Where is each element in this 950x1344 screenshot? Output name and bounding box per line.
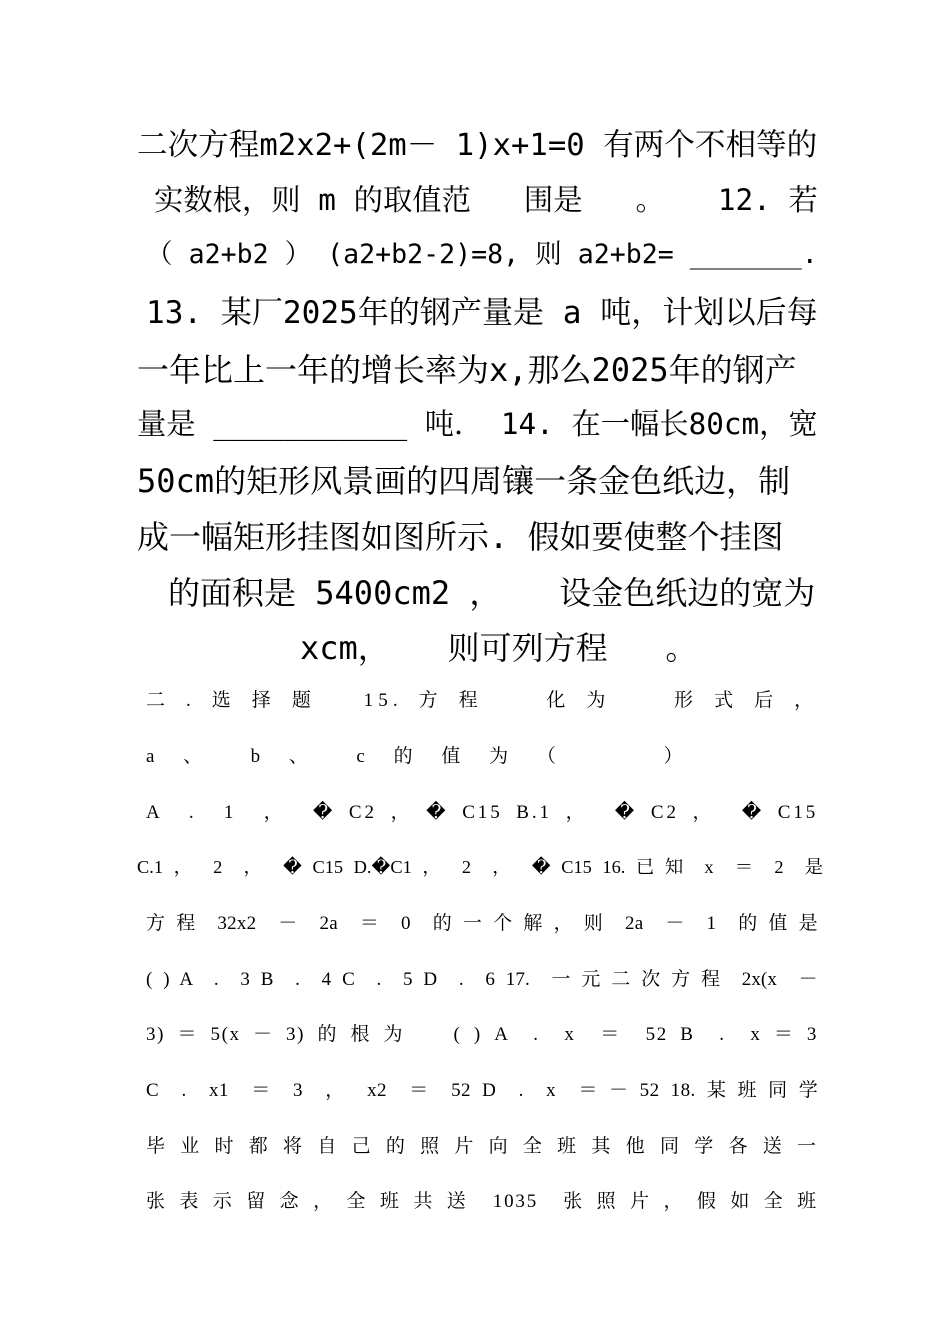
text-line: ( ) A . 3 B . 4 C . 5 D . 6 17. 一 元 二 次 方 程 2x(x － bbox=[146, 969, 818, 990]
text-line: A . 1 ， � C2 ， � C15 B.1 ， � C2 ， � C15 bbox=[146, 802, 819, 823]
text-line: （ a2+b2 ） (a2+b2-2)=8, 则 a2+b2= _______. bbox=[146, 239, 818, 270]
text-line: 二 . 选 择 题 15. 方 程 化 为 形 式 后 ， bbox=[146, 690, 819, 711]
text-line: 成一幅矩形挂图如图所示. 假如要使整个挂图 bbox=[137, 518, 784, 556]
text-line: xcm， 则可列方程 。 bbox=[300, 629, 698, 667]
text-line: 的面积是 5400cm2 ， 设金色纸边的宽为 bbox=[168, 574, 816, 612]
text-line: 二次方程m2x2+(2m－ 1)x+1=0 有两个不相等的 bbox=[137, 128, 818, 163]
text-line: 张 表 示 留 念 ， 全 班 共 送 1035 张 照 片 ， 假 如 全 班 bbox=[146, 1191, 819, 1212]
text-line: a 、 b 、 c 的 值 为 （ ） bbox=[146, 746, 692, 767]
text-line: 3) ＝ 5(x － 3) 的 根 为 ( ) A . x ＝ 52 B . x ＝ 3 bbox=[146, 1024, 818, 1045]
text-line: C . x1 ＝ 3 ， x2 ＝ 52 D . x ＝ － 52 18. 某 班 同 学 bbox=[146, 1080, 819, 1101]
text-line: 一年比上一年的增长率为x,那么2025年的钢产 bbox=[137, 351, 797, 389]
text-line: 实数根，则 m 的取值范 围是 。 12. 若 bbox=[154, 183, 818, 217]
text-line: 量是 ___________ 吨． 14. 在一幅长80cm，宽 bbox=[137, 407, 818, 441]
text-line: 50cm的矩形风景画的四周镶一条金色纸边，制 bbox=[137, 462, 791, 500]
text-line: 毕 业 时 都 将 自 己 的 照 片 向 全 班 其 他 同 学 各 送 一 bbox=[146, 1136, 819, 1157]
text-line: 13. 某厂2025年的钢产量是 a 吨，计划以后每 bbox=[146, 295, 818, 331]
text-line: C.1 ， 2 ， � C15 D.�C1 ， 2 ， � C15 16. 已 知 x ＝ 2 是 bbox=[137, 857, 824, 877]
text-line: 方 程 32x2 － 2a ＝ 0 的 一 个 解 ， 则 2a － 1 的 值 是 bbox=[146, 913, 818, 934]
